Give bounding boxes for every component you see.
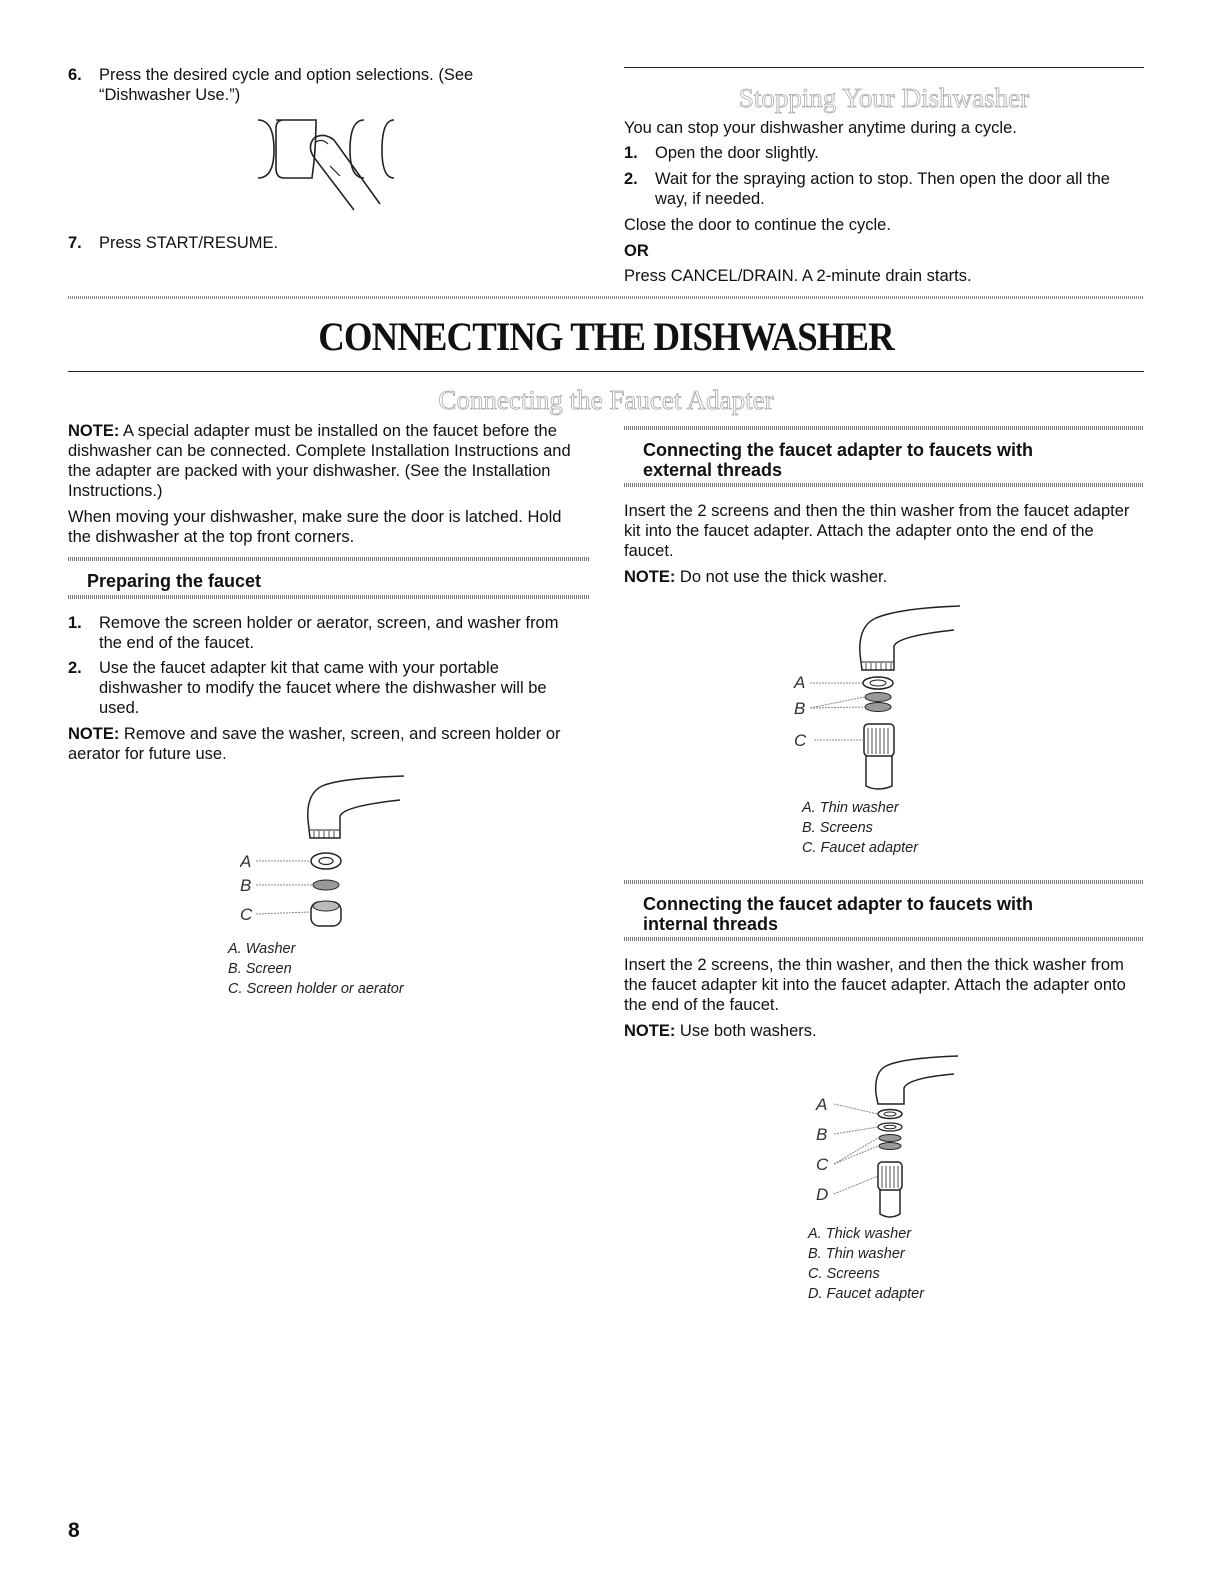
step-text: Remove the screen holder or aerator, screen, and washer from the end of the faucet. bbox=[99, 614, 559, 652]
note-label: NOTE: bbox=[624, 568, 676, 586]
caption: B. Screen bbox=[228, 961, 292, 977]
subsection-rule bbox=[68, 557, 590, 561]
note-save bbox=[68, 724, 583, 764]
external-threads-note bbox=[624, 567, 1144, 587]
caption: A. Thick washer bbox=[808, 1226, 912, 1242]
note-text: Do not use the thick washer. bbox=[675, 568, 888, 586]
step-7 bbox=[68, 233, 538, 253]
caption: B. Screens bbox=[802, 820, 873, 836]
stopping-heading: Stopping Your Dishwasher bbox=[738, 83, 1030, 113]
step-text: Open the door slightly. bbox=[655, 144, 819, 162]
subsection-rule bbox=[624, 880, 1144, 884]
fig-label-a: A bbox=[794, 673, 806, 692]
caption: A. Washer bbox=[228, 941, 296, 957]
stopping-cancel: Press CANCEL/DRAIN. A 2-minute drain starts. bbox=[624, 267, 972, 285]
fig-label-a: A bbox=[816, 1095, 828, 1114]
caption: A. Thin washer bbox=[802, 800, 899, 816]
step-number: 2. bbox=[68, 659, 82, 677]
external-threads-heading: Connecting the faucet adapter to faucets with external threads bbox=[643, 440, 1034, 480]
note-text: Remove and save the washer, screen, and screen holder or aerator for future use. bbox=[68, 725, 561, 763]
fig-label-c: C bbox=[240, 905, 253, 924]
stopping-intro: You can stop your dishwasher anytime during a cycle. bbox=[624, 119, 1017, 137]
internal-threads-text: Insert the 2 screens, the thin washer, and then the thick washer from the faucet adapter kit into the faucet adapter. Attach the adapter onto the end of the faucet. bbox=[624, 956, 1126, 1014]
note-text: A special adapter must be installed on the faucet before the dishwasher can be connected. Complete Installation Instructions and the adapter are packed with your dishwasher. (See the Installation Instructions.) bbox=[68, 422, 571, 500]
caption: C. Faucet adapter bbox=[802, 840, 919, 856]
note-label: NOTE: bbox=[68, 422, 120, 440]
title-top-rule bbox=[68, 296, 1144, 299]
section-rule bbox=[624, 67, 1144, 68]
note-text: Use both washers. bbox=[675, 1022, 817, 1040]
stopping-step-2 bbox=[624, 169, 1144, 209]
preparing-step-2 bbox=[68, 658, 578, 718]
internal-threads-heading: Connecting the faucet adapter to faucets with internal threads bbox=[643, 894, 1034, 934]
note-label: NOTE: bbox=[68, 725, 120, 743]
note-label: NOTE: bbox=[624, 1022, 676, 1040]
title-bottom-rule bbox=[68, 371, 1144, 372]
step-text: Use the faucet adapter kit that came with your portable dishwasher to modify the faucet where the dishwasher will be used. bbox=[99, 659, 547, 717]
page-title: CONNECTING THE DISHWASHER bbox=[318, 314, 894, 359]
step-text: Press the desired cycle and option selections. (See “Dishwasher Use.”) bbox=[99, 66, 474, 104]
button-press-illustration bbox=[254, 118, 404, 212]
figure-2-captions bbox=[802, 798, 918, 858]
fig-label-c: C bbox=[816, 1155, 829, 1174]
subsection-rule bbox=[624, 483, 1144, 487]
stopping-close: Close the door to continue the cycle. bbox=[624, 216, 891, 234]
step-number: 1. bbox=[624, 144, 638, 162]
fig-label-b: B bbox=[240, 876, 252, 895]
fig-label-a: A bbox=[240, 852, 252, 871]
step-6 bbox=[68, 65, 538, 105]
caption: C. Screens bbox=[808, 1266, 880, 1282]
page-number: 8 bbox=[68, 1519, 80, 1542]
figure-3-captions bbox=[808, 1224, 924, 1304]
fig-label-c: C bbox=[794, 731, 807, 750]
stopping-step-1 bbox=[624, 143, 1144, 163]
subsection-rule bbox=[624, 426, 1144, 430]
faucet-figure-3 bbox=[812, 1054, 972, 1224]
step-number: 6. bbox=[68, 66, 82, 84]
moving-instructions: When moving your dishwasher, make sure the door is latched. Hold the dishwasher at the top front corners. bbox=[68, 508, 562, 546]
faucet-figure-1 bbox=[240, 772, 420, 942]
fig-label-b: B bbox=[816, 1125, 828, 1144]
subsection-rule bbox=[68, 595, 590, 599]
preparing-step-1 bbox=[68, 613, 578, 653]
adapter-heading: Connecting the Faucet Adapter bbox=[438, 385, 774, 415]
caption: B. Thin washer bbox=[808, 1246, 905, 1262]
stopping-or: OR bbox=[624, 242, 649, 260]
fig-label-d: D bbox=[816, 1185, 829, 1204]
faucet-figure-2 bbox=[790, 604, 970, 796]
step-number: 7. bbox=[68, 234, 82, 252]
note-adapter bbox=[68, 421, 588, 501]
caption: C. Screen holder or aerator bbox=[228, 981, 404, 997]
step-number: 2. bbox=[624, 170, 638, 188]
caption: D. Faucet adapter bbox=[808, 1286, 925, 1302]
preparing-heading: Preparing the faucet bbox=[87, 571, 262, 591]
internal-threads-note bbox=[624, 1021, 1144, 1041]
fig-label-b: B bbox=[794, 699, 806, 718]
step-number: 1. bbox=[68, 614, 82, 632]
step-text: Press START/RESUME. bbox=[99, 234, 279, 252]
external-threads-text: Insert the 2 screens and then the thin washer from the faucet adapter kit into the faucet adapter. Attach the adapter onto the end of the faucet. bbox=[624, 502, 1130, 560]
figure-1-captions bbox=[228, 939, 404, 999]
step-text: Wait for the spraying action to stop. Then open the door all the way, if needed. bbox=[655, 170, 1110, 208]
subsection-rule bbox=[624, 937, 1144, 941]
